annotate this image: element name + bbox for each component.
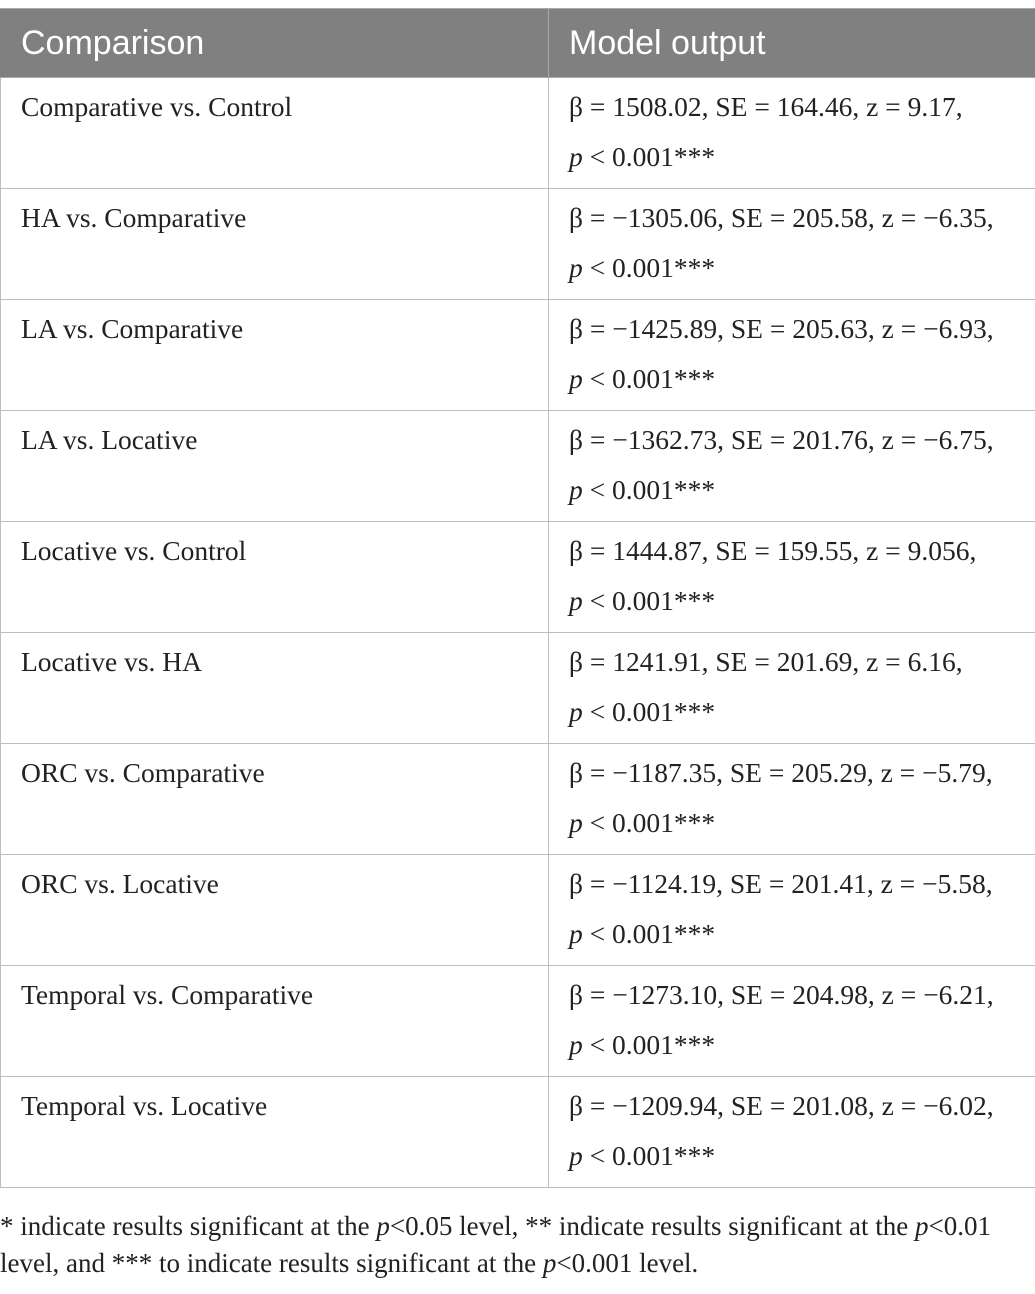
model-output-cell [549, 855, 1035, 966]
model-stats: β = −1273.10, SE = 204.98, z = −6.21, [569, 979, 994, 1010]
comparison-label: HA vs. Comparative [21, 202, 247, 233]
comparison-label: LA vs. Comparative [21, 313, 244, 344]
comparison-label: Locative vs. Control [21, 535, 247, 566]
comparison-label: LA vs. Locative [21, 424, 198, 455]
comparison-cell [1, 633, 549, 744]
comparison-label: ORC vs. Comparative [21, 757, 265, 788]
p-value: < 0.001*** [582, 363, 716, 394]
p-value: < 0.001*** [582, 918, 716, 949]
p-label: p [569, 1140, 583, 1171]
comparison-cell [1, 78, 549, 189]
table-row [1, 189, 1035, 300]
model-stats: β = −1187.35, SE = 205.29, z = −5.79, [569, 757, 993, 788]
p-value-line [569, 132, 1015, 182]
results-table [0, 8, 1035, 1188]
p-value-line [569, 243, 1015, 293]
model-output-cell [549, 189, 1035, 300]
p-value: < 0.001*** [582, 474, 716, 505]
footnote-p-1: p [376, 1211, 390, 1241]
table-row [1, 411, 1035, 522]
table-row [1, 300, 1035, 411]
model-output-cell [549, 966, 1035, 1077]
p-label: p [569, 807, 583, 838]
p-value: < 0.001*** [582, 585, 716, 616]
header-comparison: Comparison [1, 9, 549, 78]
comparison-cell [1, 411, 549, 522]
table-row [1, 966, 1035, 1077]
model-output-cell [549, 1077, 1035, 1188]
comparison-label: Comparative vs. Control [21, 91, 293, 122]
model-stats: β = −1362.73, SE = 201.76, z = −6.75, [569, 424, 994, 455]
comparison-cell [1, 522, 549, 633]
model-stats: β = 1241.91, SE = 201.69, z = 6.16, [569, 646, 963, 677]
p-value: < 0.001*** [582, 141, 716, 172]
p-label: p [569, 918, 583, 949]
p-value-line [569, 909, 1015, 959]
model-stats: β = 1508.02, SE = 164.46, z = 9.17, [569, 91, 963, 122]
p-value: < 0.001*** [582, 1140, 716, 1171]
comparison-cell [1, 855, 549, 966]
comparison-cell [1, 966, 549, 1077]
comparison-label: Temporal vs. Comparative [21, 979, 314, 1010]
comparison-cell [1, 300, 549, 411]
table-body [1, 78, 1035, 1188]
p-value-line [569, 687, 1015, 737]
model-stats: β = −1209.94, SE = 201.08, z = −6.02, [569, 1090, 994, 1121]
results-table-container [0, 8, 1035, 1188]
p-value-line [569, 1131, 1015, 1181]
comparison-label: Locative vs. HA [21, 646, 202, 677]
comparison-label: ORC vs. Locative [21, 868, 219, 899]
p-value: < 0.001*** [582, 696, 716, 727]
p-value: < 0.001*** [582, 807, 716, 838]
p-label: p [569, 252, 583, 283]
header-model-output: Model output [549, 9, 1035, 78]
model-stats: β = 1444.87, SE = 159.55, z = 9.056, [569, 535, 977, 566]
comparison-cell [1, 744, 549, 855]
model-output-cell [549, 78, 1035, 189]
p-label: p [569, 696, 583, 727]
comparison-label: Temporal vs. Locative [21, 1090, 268, 1121]
model-output-cell [549, 522, 1035, 633]
table-row [1, 855, 1035, 966]
model-stats: β = −1124.19, SE = 201.41, z = −5.58, [569, 868, 993, 899]
p-value: < 0.001*** [582, 252, 716, 283]
table-row [1, 1077, 1035, 1188]
model-stats: β = −1305.06, SE = 205.58, z = −6.35, [569, 202, 994, 233]
footnote-text-1: * indicate results significant at the [0, 1211, 377, 1241]
model-output-cell [549, 633, 1035, 744]
p-label: p [569, 141, 583, 172]
table-footnote [0, 1208, 1020, 1282]
p-value-line [569, 798, 1015, 848]
footnote-text-4: <0.001 level. [556, 1248, 699, 1278]
model-output-cell [549, 300, 1035, 411]
footnote-text-3: <0.01 level, and *** to indicate results significant at the [0, 1211, 991, 1278]
footnote-p-2: p [915, 1211, 929, 1241]
footnote-p-3: p [542, 1248, 557, 1278]
table-row [1, 633, 1035, 744]
p-value: < 0.001*** [582, 1029, 716, 1060]
comparison-cell [1, 189, 549, 300]
p-label: p [569, 363, 583, 394]
model-stats: β = −1425.89, SE = 205.63, z = −6.93, [569, 313, 994, 344]
p-label: p [569, 474, 583, 505]
p-value-line [569, 465, 1015, 515]
p-label: p [569, 1029, 583, 1060]
table-row [1, 744, 1035, 855]
comparison-cell [1, 1077, 549, 1188]
table-row [1, 78, 1035, 189]
footnote-text-2: <0.05 level, ** indicate results significant at the [389, 1211, 915, 1241]
table-row [1, 522, 1035, 633]
p-label: p [569, 585, 583, 616]
p-value-line [569, 1020, 1015, 1070]
p-value-line [569, 576, 1015, 626]
model-output-cell [549, 744, 1035, 855]
p-value-line [569, 354, 1015, 404]
model-output-cell [549, 411, 1035, 522]
table-header-row [1, 9, 1035, 78]
